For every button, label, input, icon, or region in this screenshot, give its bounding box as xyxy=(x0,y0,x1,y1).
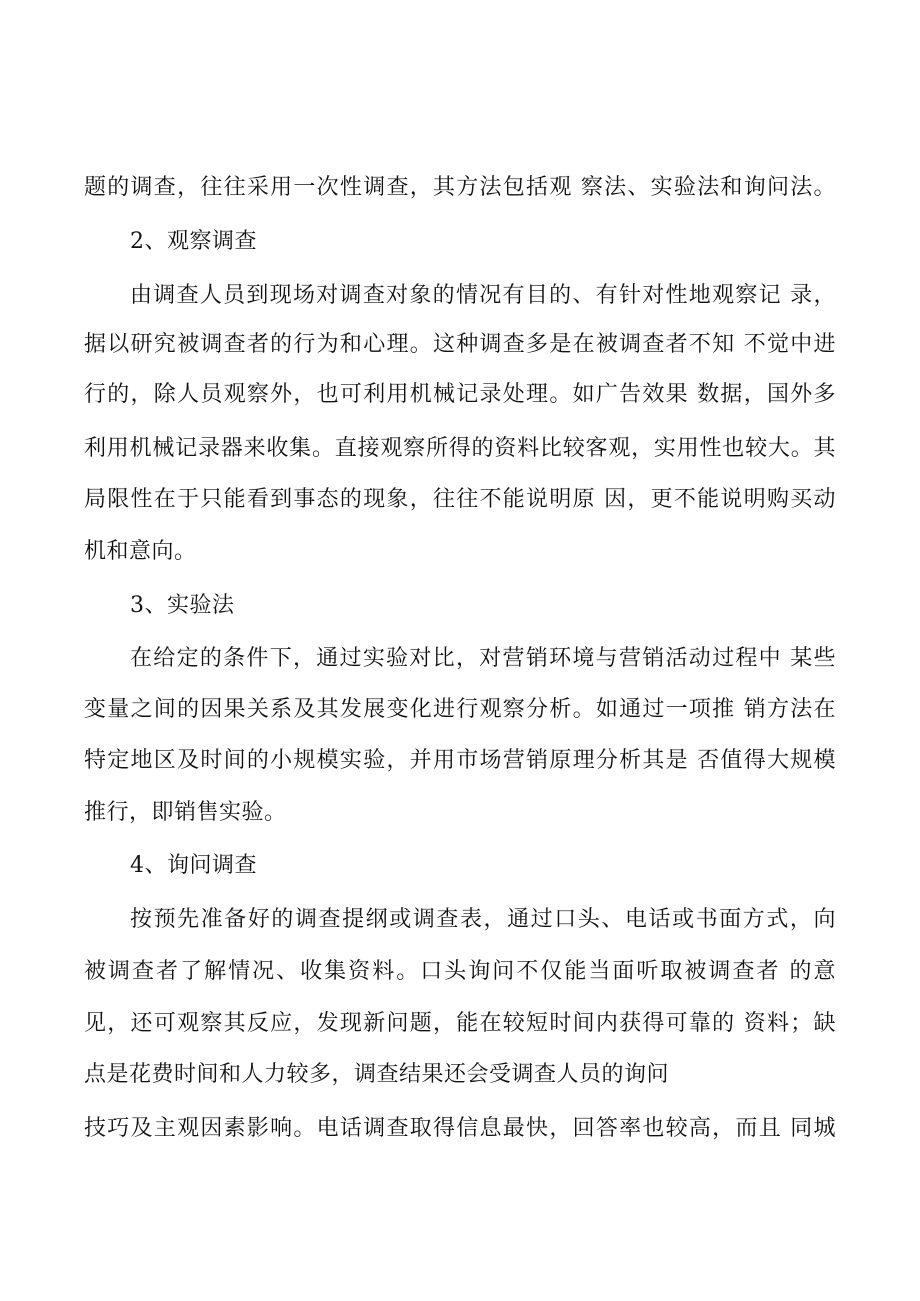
paragraph-line: 利用机械记录器来收集。直接观察所得的资料比较客观，实用性也较大。其 xyxy=(84,436,836,461)
section-heading: 4、询问调查 xyxy=(130,853,257,878)
section-heading: 3、实验法 xyxy=(130,593,235,618)
paragraph-line: 行的，除人员观察外，也可利用机械记录处理。如广告效果 数据，国外多 xyxy=(84,382,836,407)
section-heading: 2、观察调查 xyxy=(130,229,257,254)
paragraph-line: 局限性在于只能看到事态的现象，往往不能说明原 因，更不能说明购买动 xyxy=(84,487,836,512)
paragraph-line: 据以研究被调查者的行为和心理。这种调查多是在被调查者不知 不觉中进 xyxy=(84,332,836,357)
paragraph-line: 特定地区及时间的小规模实验，并用市场营销原理分析其是 否值得大规模 xyxy=(84,748,836,773)
paragraph-line: 题的调查，往往采用一次性调查，其方法包括观 察法、实验法和询问法。 xyxy=(84,175,836,200)
paragraph-line: 机和意向。 xyxy=(84,539,197,564)
paragraph-line: 由调查人员到现场对调查对象的情况有目的、有针对性地观察记 录， xyxy=(130,283,836,308)
paragraph-line: 推行，即销售实验。 xyxy=(84,800,287,825)
paragraph-line: 按预先准备好的调查提纲或调查表，通过口头、电话或书面方式，向 xyxy=(130,907,836,932)
paragraph-line: 点是花费时间和人力较多，调查结果还会受调查人员的询问 xyxy=(84,1062,670,1087)
paragraph-line: 技巧及主观因素影响。电话调查取得信息最快，回答率也较高，而且 同城 xyxy=(84,1116,836,1141)
paragraph-line: 变量之间的因果关系及其发展变化进行观察分析。如通过一项推 销方法在 xyxy=(84,697,836,722)
paragraph-line: 被调查者了解情况、收集资料。口头询问不仅能当面听取被调查者 的意 xyxy=(84,959,836,984)
paragraph-line: 在给定的条件下，通过实验对比，对营销环境与营销活动过程中 某些 xyxy=(130,646,836,671)
paragraph-line: 见，还可观察其反应，发现新问题，能在较短时间内获得可靠的 资料；缺 xyxy=(84,1011,836,1036)
